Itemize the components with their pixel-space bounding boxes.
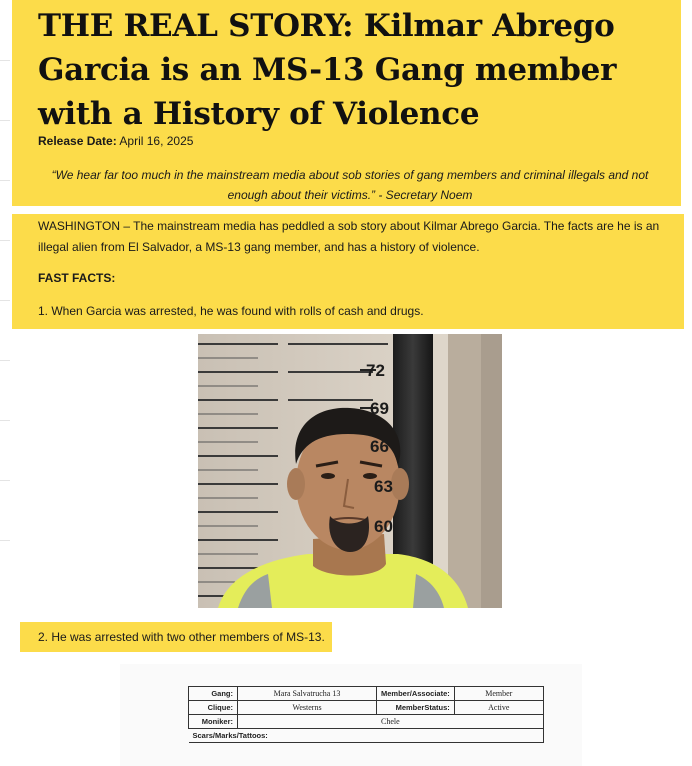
mugshot-photo: [198, 334, 502, 608]
height-mark-66: 66: [370, 437, 389, 456]
quote-noem: “We hear far too much in the mainstream media about sob stories of gang members and criminal illegals and not enough about their victims.” - Secretary Noem: [51, 168, 649, 202]
height-mark-69: 69: [370, 399, 389, 418]
gang-value: Mara Salvatrucha 13: [238, 687, 377, 701]
gang-label: Gang:: [189, 687, 238, 701]
gang-record-card: [120, 664, 582, 766]
intro-paragraph: WASHINGTON – The mainstream media has peddled a sob story about Kilmar Abrego Garcia. The facts are he is an illegal alien from El Salvador, a MS-13 gang member, and has a history of violence.: [38, 219, 660, 254]
release-date-label: Release Date:: [38, 134, 117, 148]
height-mark-63: 63: [374, 477, 393, 496]
member-associate-value: Member: [454, 687, 543, 701]
clique-label: Clique:: [189, 701, 238, 715]
scars-marks-tattoos-label: Scars/Marks/Tattoos:: [189, 729, 544, 743]
fact-1: 1. When Garcia was arrested, he was found with rolls of cash and drugs.: [38, 304, 424, 318]
gang-record-table: [188, 686, 544, 743]
member-associate-label: Member/Associate:: [377, 687, 455, 701]
release-date-value: April 16, 2025: [119, 134, 194, 148]
height-mark-60: 60: [374, 517, 393, 536]
page-title: THE REAL STORY: Kilmar Abrego Garcia is an MS-13 Gang member with a History of Violence: [38, 8, 617, 132]
clique-value: Westerns: [238, 701, 377, 715]
member-status-value: Active: [454, 701, 543, 715]
height-mark-72: 72: [366, 361, 385, 380]
release-date: [38, 134, 193, 148]
member-status-label: MemberStatus:: [377, 701, 455, 715]
fast-facts-heading: FAST FACTS:: [38, 271, 116, 285]
moniker-label: Moniker:: [189, 715, 238, 729]
fact-2: 2. He was arrested with two other members of MS-13.: [38, 630, 325, 644]
moniker-value: Chele: [238, 715, 544, 729]
